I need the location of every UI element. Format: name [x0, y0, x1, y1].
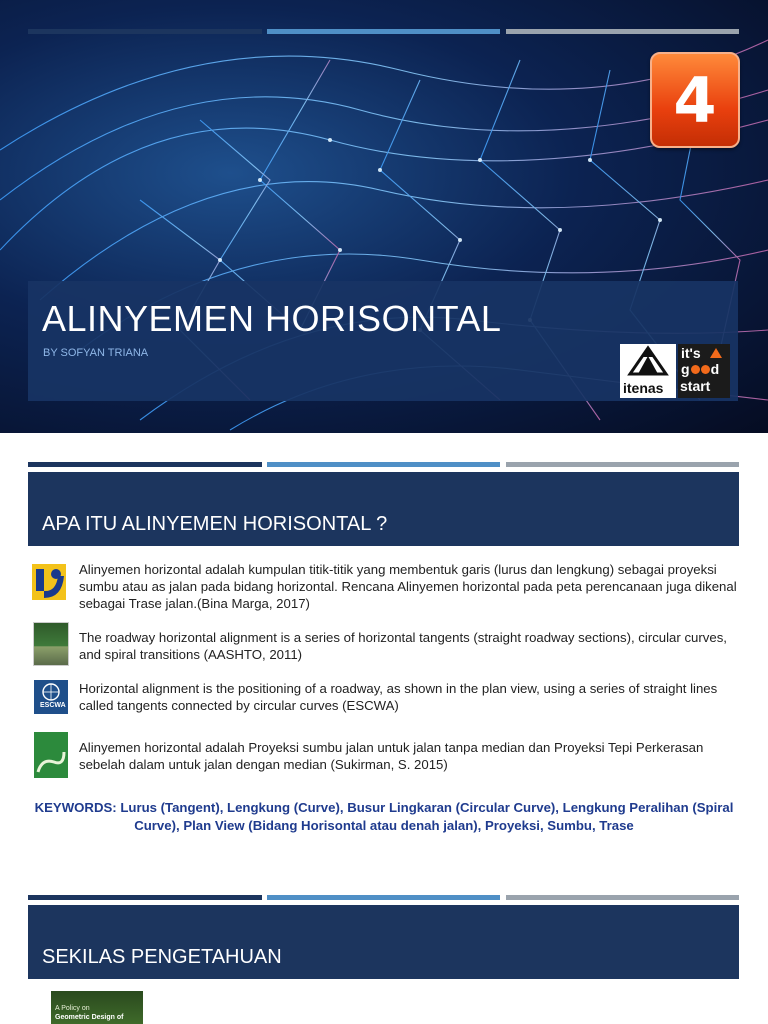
- accent-stripe-gray: [506, 895, 739, 900]
- book-cover-text: Geometric Design of: [55, 1014, 124, 1021]
- bina-marga-logo-icon: [32, 564, 66, 600]
- road-curve-graphic-icon: [34, 732, 68, 778]
- accent-stripe-gray: [506, 462, 739, 467]
- slide-number-badge: 4: [650, 52, 740, 148]
- accent-stripe-dark: [28, 895, 262, 900]
- definition-text: Horizontal alignment is the positioning of a roadway, as shown in the plan view, using a series of straight lines called tangents connected by circular curves (ESCWA): [79, 681, 718, 713]
- section-title: APA ITU ALINYEMEN HORISONTAL ?: [42, 513, 388, 535]
- accent-stripe-gray: [506, 29, 739, 34]
- book-cover-text: A Policy on: [55, 1005, 90, 1012]
- accent-stripe-dark: [28, 29, 262, 34]
- title-slide: [0, 0, 768, 433]
- definition-text: Alinyemen horizontal adalah Proyeksi sumbu jalan untuk jalan tanpa median dan Proyeksi Tepi Perkerasan sebelah dalam untuk jalan dengan median (Sukirman, S. 2015): [79, 740, 704, 772]
- accent-stripe-light: [267, 895, 500, 900]
- tagline-its: it's: [681, 345, 701, 361]
- accent-stripe-dark: [28, 462, 262, 467]
- accent-stripe-light: [267, 462, 500, 467]
- itenas-emblem-icon: [620, 344, 676, 382]
- tagline-start: start: [680, 378, 711, 394]
- keywords-text: KEYWORDS: Lurus (Tangent), Lengkung (Curve), Busur Lingkaran (Circular Curve), Lengkung Peralihan (Spiral Curve), Plan View (Bidang Horisontal atau denah jalan), Proyeksi, Sumbu, Trase: [34, 800, 734, 833]
- escwa-logo-icon: [34, 680, 68, 714]
- itenas-logo: [620, 344, 676, 398]
- escwa-label: ESCWA: [40, 702, 66, 709]
- its-good-start-logo: [678, 344, 730, 398]
- orange-triangle-icon: [710, 348, 722, 358]
- accent-stripe-light: [267, 29, 500, 34]
- definition-text: Alinyemen horizontal adalah kumpulan titik-titik yang membentuk garis (lurus dan lengkung) sebagai proyeksi sumbu atau as jalan pada bidang horizontal. Rencana Alinyemen horizontal pada peta perencanaan juga dikenal sebagai Trase jalan.(Bina Marga, 2017): [79, 562, 737, 611]
- policy-book-cover-image: [51, 991, 143, 1024]
- slide-subtitle: BY SOFYAN TRIANA: [43, 347, 149, 359]
- orange-o-icon: [691, 365, 700, 374]
- section-title: SEKILAS PENGETAHUAN: [42, 946, 282, 968]
- slide-title: ALINYEMEN HORISONTAL: [42, 298, 502, 339]
- tagline-good: [681, 361, 719, 377]
- definition-text: The roadway horizontal alignment is a series of horizontal tangents (straight roadway sections), circular curves, and spiral transitions (AASHTO, 2011): [79, 630, 727, 662]
- aashto-book-cover-icon: [33, 622, 69, 666]
- tagline-good-g: g: [681, 361, 690, 377]
- itenas-wordmark: itenas: [623, 380, 664, 396]
- sukirman-book-cover-icon: [34, 732, 68, 778]
- bina-marga-emblem-icon: [32, 564, 66, 600]
- orange-o-icon: [701, 365, 710, 374]
- tagline-good-d: d: [710, 361, 720, 377]
